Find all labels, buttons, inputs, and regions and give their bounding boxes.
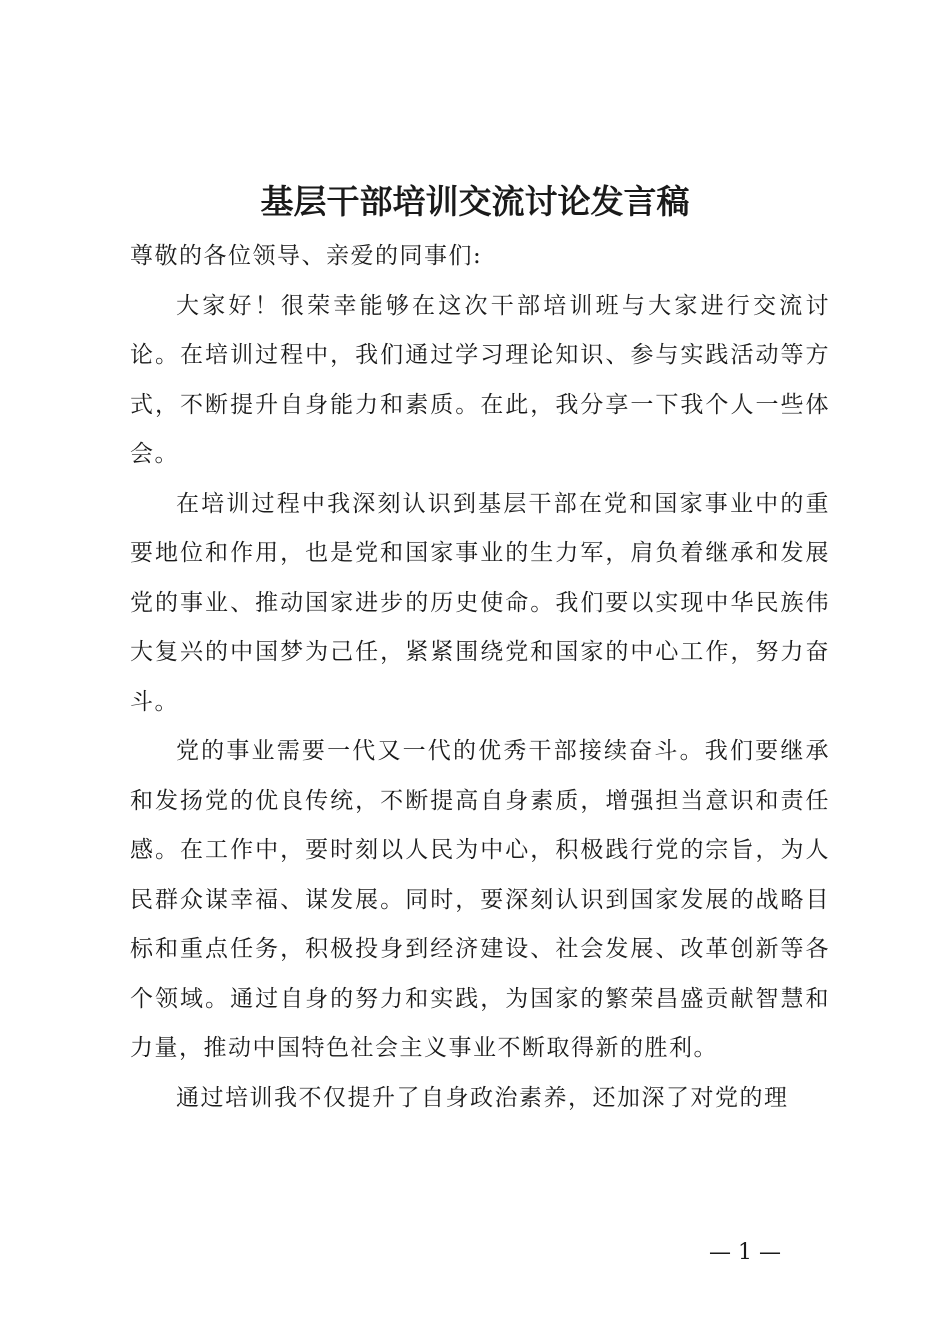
salutation: 尊敬的各位领导、亲爱的同事们: [130, 243, 483, 269]
paragraph-4: 通过培训我不仅提升了自身政治素养，还加深了对党的理 [176, 1084, 789, 1111]
page-title: 基层干部培训交流讨论发言稿 [260, 182, 690, 221]
paragraph-1: 大家好！很荣幸能够在这次干部培训班与大家进行交流讨论。在培训过程中，我们通过学习理论知识、参与实践活动等方式，不断提升自身能力和素质。在此，我分享一下我个人一些体会。 [130, 292, 830, 467]
paragraph-3: 党的事业需要一代又一代的优秀干部接续奋斗。我们要继承和发扬党的优良传统，不断提高自身素质，增强担当意识和责任感。在工作中，要时刻以人民为中心，积极践行党的宗旨，为人民群众谋幸福、谋发展。同时，要深刻认识到国家发展的战略目标和重点任务，积极投身到经济建设、社会发展、改革创新等各个领域。通过自身的努力和实践，为国家的繁荣昌盛贡献智慧和力量，推动中国特色社会主义事业不断取得新的胜利。 [130, 738, 830, 1061]
paragraph-2: 在培训过程中我深刻认识到基层干部在党和国家事业中的重要地位和作用，也是党和国家事业的生力军，肩负着继承和发展党的事业、推动国家进步的历史使命。我们要以实现中华民族伟大复兴的中国梦为己任，紧紧围绕党和国家的中心工作，努力奋斗。 [130, 490, 830, 715]
page-number: — 1 — [709, 1240, 781, 1265]
document-body [130, 232, 830, 1123]
